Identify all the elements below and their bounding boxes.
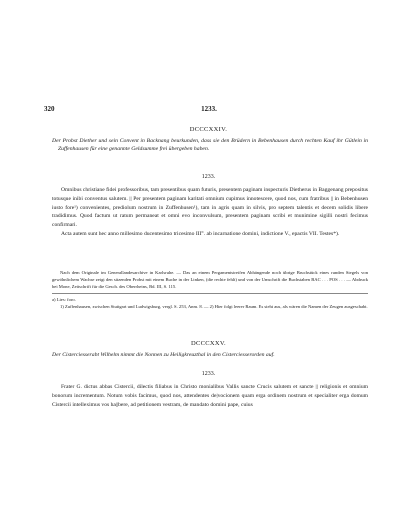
document-year: 1233.: [201, 371, 216, 377]
page-header: [44, 105, 374, 117]
body-paragraph: Omnibus christiane fidei professoribus, tam presentibus quam futuris, presentem paginam inspecturis Dietherus in Baggenang prepositus totusque inibi conventus salutem. || Per presentem paginam karitati omnium cupimus innotescere, quod nos, cum fratribus || in Bebenhusen iusto fore¹) convenientes, prediolum nostrum in Zuffenhusen¹), tam in agris quam in silvis, pro septem talentis et decem solidis libere tradidimus. Quod factum ut ratum permaneat et omni evo inconvulsum, presentem paginam scribi et munimine sigilli nostri fecimus confirmari.: [52, 187, 368, 229]
document-summary: Der Probst Diether und sein Convent in Backnang beurkunden, dass sie den Brüdern in Bebenhausen durch rechten Kauf ihr Gütlein in Zuffenhausen für eine genannte Geldsumme frei übergeben haben.: [52, 138, 368, 153]
footnote-separator: [52, 293, 368, 294]
document-summary: Der Cisterciesserabt Wilhelm nimmt die Nonnen zu Heiligkreuzthal in den Cisterciesserorden auf.: [52, 352, 275, 358]
body-paragraph: Acta autem sunt hec anno millesimo ducentesimo tricesimo III°. ab incarnatione domini, indictione V., epactis VII. Testes*).: [61, 230, 340, 237]
footnotes: [52, 296, 368, 310]
page-number: 320: [44, 105, 55, 113]
body-paragraph: Frater G. dictus abbas Cistercii, dilectis filiabus in Christo monialibus Vallis sancte Crucis salutem et sancte || religionis et omnium bonorum incrementum. Notum vobis facimus, quod nos, attendentes de|vocionem quam erga ordinem nostrum et specialiter erga domum Cistercii intelleximus vos ha||bere, ad petitionem vestram, de mandato domini pape, cuius: [52, 384, 368, 408]
document-body: [52, 383, 368, 409]
document-number: DCCCXXIV.: [189, 126, 228, 133]
source-note: [52, 269, 368, 290]
footnote-1: 1) Zuffenhausen, zwischen Stuttgart und Ludwigsburg, vergl. S. 253, Anm. 8. — 2) Hier folgt leerer Raum. Es sieht aus, als wären die Namen der Zeugen ausgeschabt.: [60, 304, 368, 310]
footnote-a: a) Lies: foro.: [52, 297, 76, 302]
source-note-text: Nach dem Originale im Generallandesarchive in Karlsruhe. — Das an einem Pergamentstreifen Abhängende noch übrige Bruchstück eines runden Siegels von gewöhnlichem Wachse zeigt den sitzenden Probst mit einem Buche in der Linken, (die rechte fehlt) und von der Umschrift die Buchstaben BAC . . . POS . . . — Abdruck bei Mone, Zeitschrift für die Gesch. des Oberrheins, Bd. III, S. 115.: [52, 270, 368, 290]
document-body: [52, 186, 368, 239]
document-number: DCCCXXV.: [191, 340, 226, 347]
document-year: 1233.: [201, 174, 216, 180]
running-year: 1233.: [201, 105, 217, 113]
